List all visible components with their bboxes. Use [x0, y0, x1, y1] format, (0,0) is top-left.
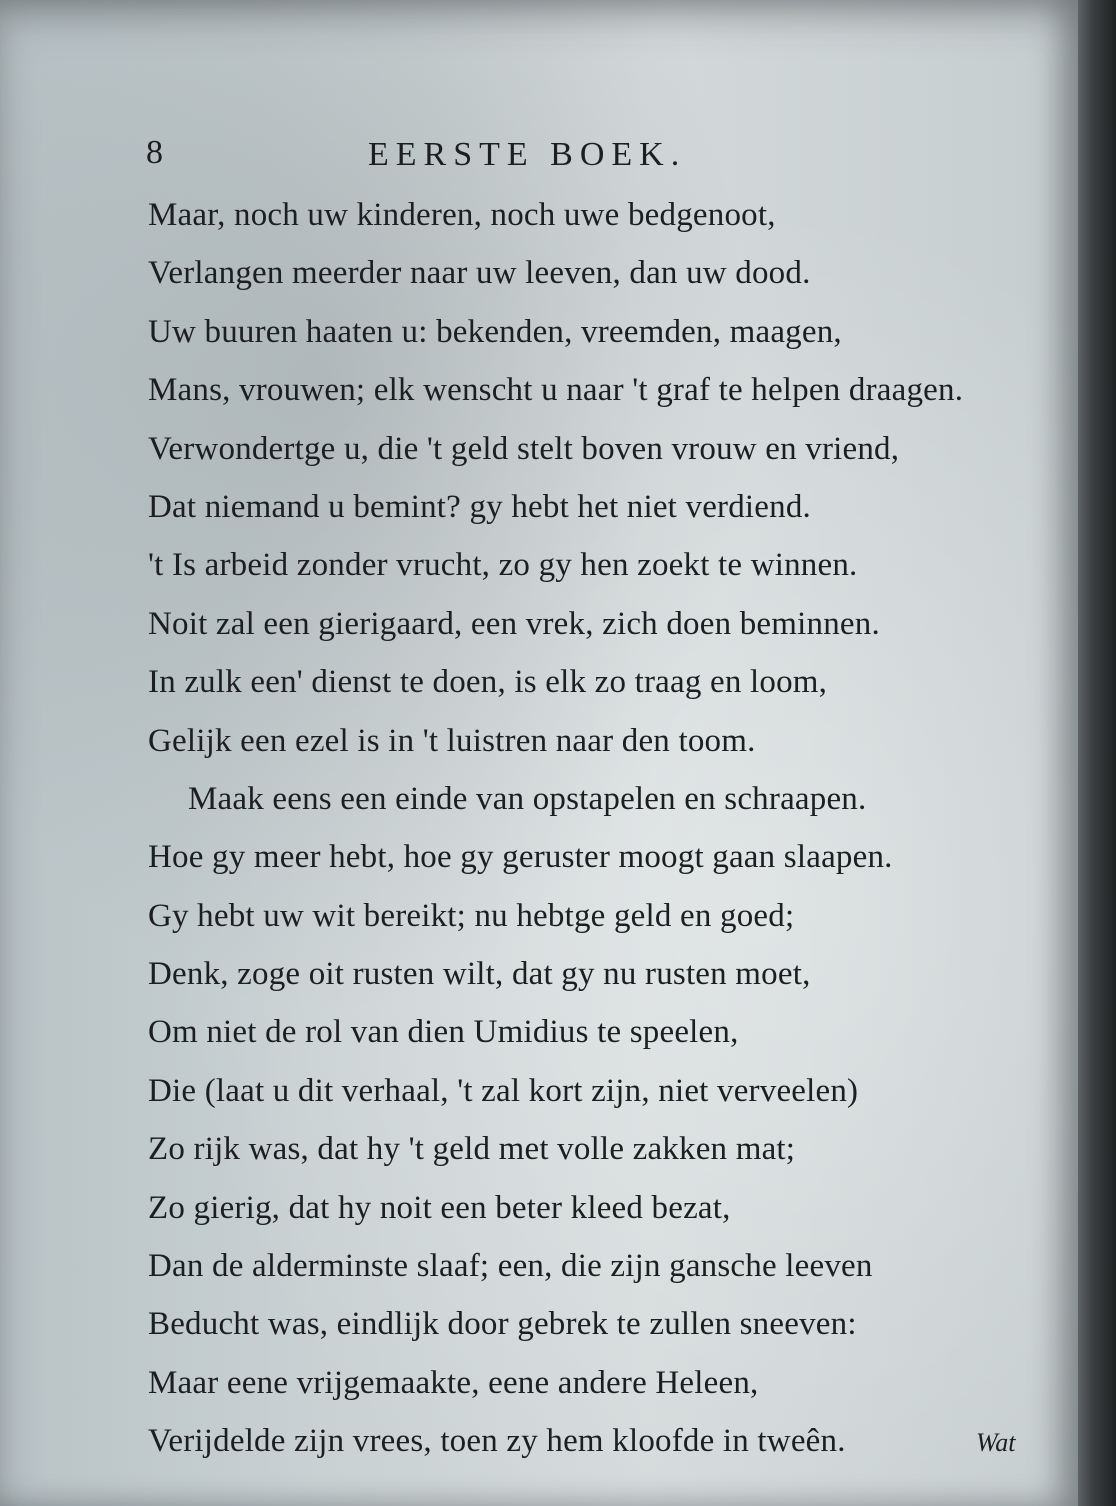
verse-line: Dan de alderminste slaaf; een, die zijn gansche leeven — [148, 1248, 873, 1285]
verse-line: Noit zal een gierigaard, een vrek, zich doen beminnen. — [148, 605, 880, 642]
verse-line: Beducht was, eindlijk door gebrek te zullen sneeven: — [148, 1306, 857, 1343]
verse-line: Die (laat u dit verhaal, 't zal kort zijn, niet verveelen) — [148, 1072, 859, 1109]
verse-line: 't Is arbeid zonder vrucht, zo gy hen zoekt te winnen. — [148, 547, 858, 584]
page-edge-shadow — [1078, 0, 1116, 1506]
verse-line: Verwondertge u, die 't geld stelt boven vrouw en vriend, — [148, 430, 900, 467]
page-number: 8 — [146, 134, 163, 171]
verse-line: Hoe gy meer hebt, hoe gy geruster moogt gaan slaapen. — [148, 839, 893, 876]
verse-line: Zo rijk was, dat hy 't geld met volle zakken mat; — [148, 1131, 796, 1168]
page-header — [146, 130, 1026, 180]
verse-line: Mans, vrouwen; elk wenscht u naar 't graf te helpen draagen. — [148, 372, 964, 409]
verse-line: Om niet de rol van dien Umidius te speelen, — [148, 1014, 739, 1051]
verse-line: Maar eene vrijgemaakte, eene andere Heleen, — [148, 1364, 759, 1401]
verse-line: Verlangen meerder naar uw leeven, dan uw dood. — [148, 255, 811, 292]
verse-line: Denk, zoge oit rusten wilt, dat gy nu rusten moet, — [148, 956, 811, 993]
verse-line: Zo gierig, dat hy noit een beter kleed bezat, — [148, 1189, 731, 1226]
verse-line: Maar, noch uw kinderen, noch uwe bedgenoot, — [148, 197, 776, 233]
verse-line: Verijdelde zijn vrees, toen zy hem kloofde in tweên. — [148, 1423, 846, 1460]
verse-block — [148, 186, 1048, 1471]
verse-line: Gelijk een ezel is in 't luistren naar den toom. — [148, 722, 756, 759]
verse-line: Maak eens een einde van opstapelen en schraapen. — [188, 780, 867, 817]
verse-line: Dat niemand u bemint? gy hebt het niet verdiend. — [148, 488, 811, 525]
verse-line: In zulk een' dienst te doen, is elk zo traag en loom, — [148, 664, 828, 701]
catchword: Wat — [976, 1428, 1016, 1457]
running-head: EERSTE BOEK. — [368, 136, 687, 173]
verse-line: Gy hebt uw wit bereikt; nu hebtge geld en goed; — [148, 897, 795, 934]
verse-line: Uw buuren haaten u: bekenden, vreemden, maagen, — [148, 313, 842, 350]
